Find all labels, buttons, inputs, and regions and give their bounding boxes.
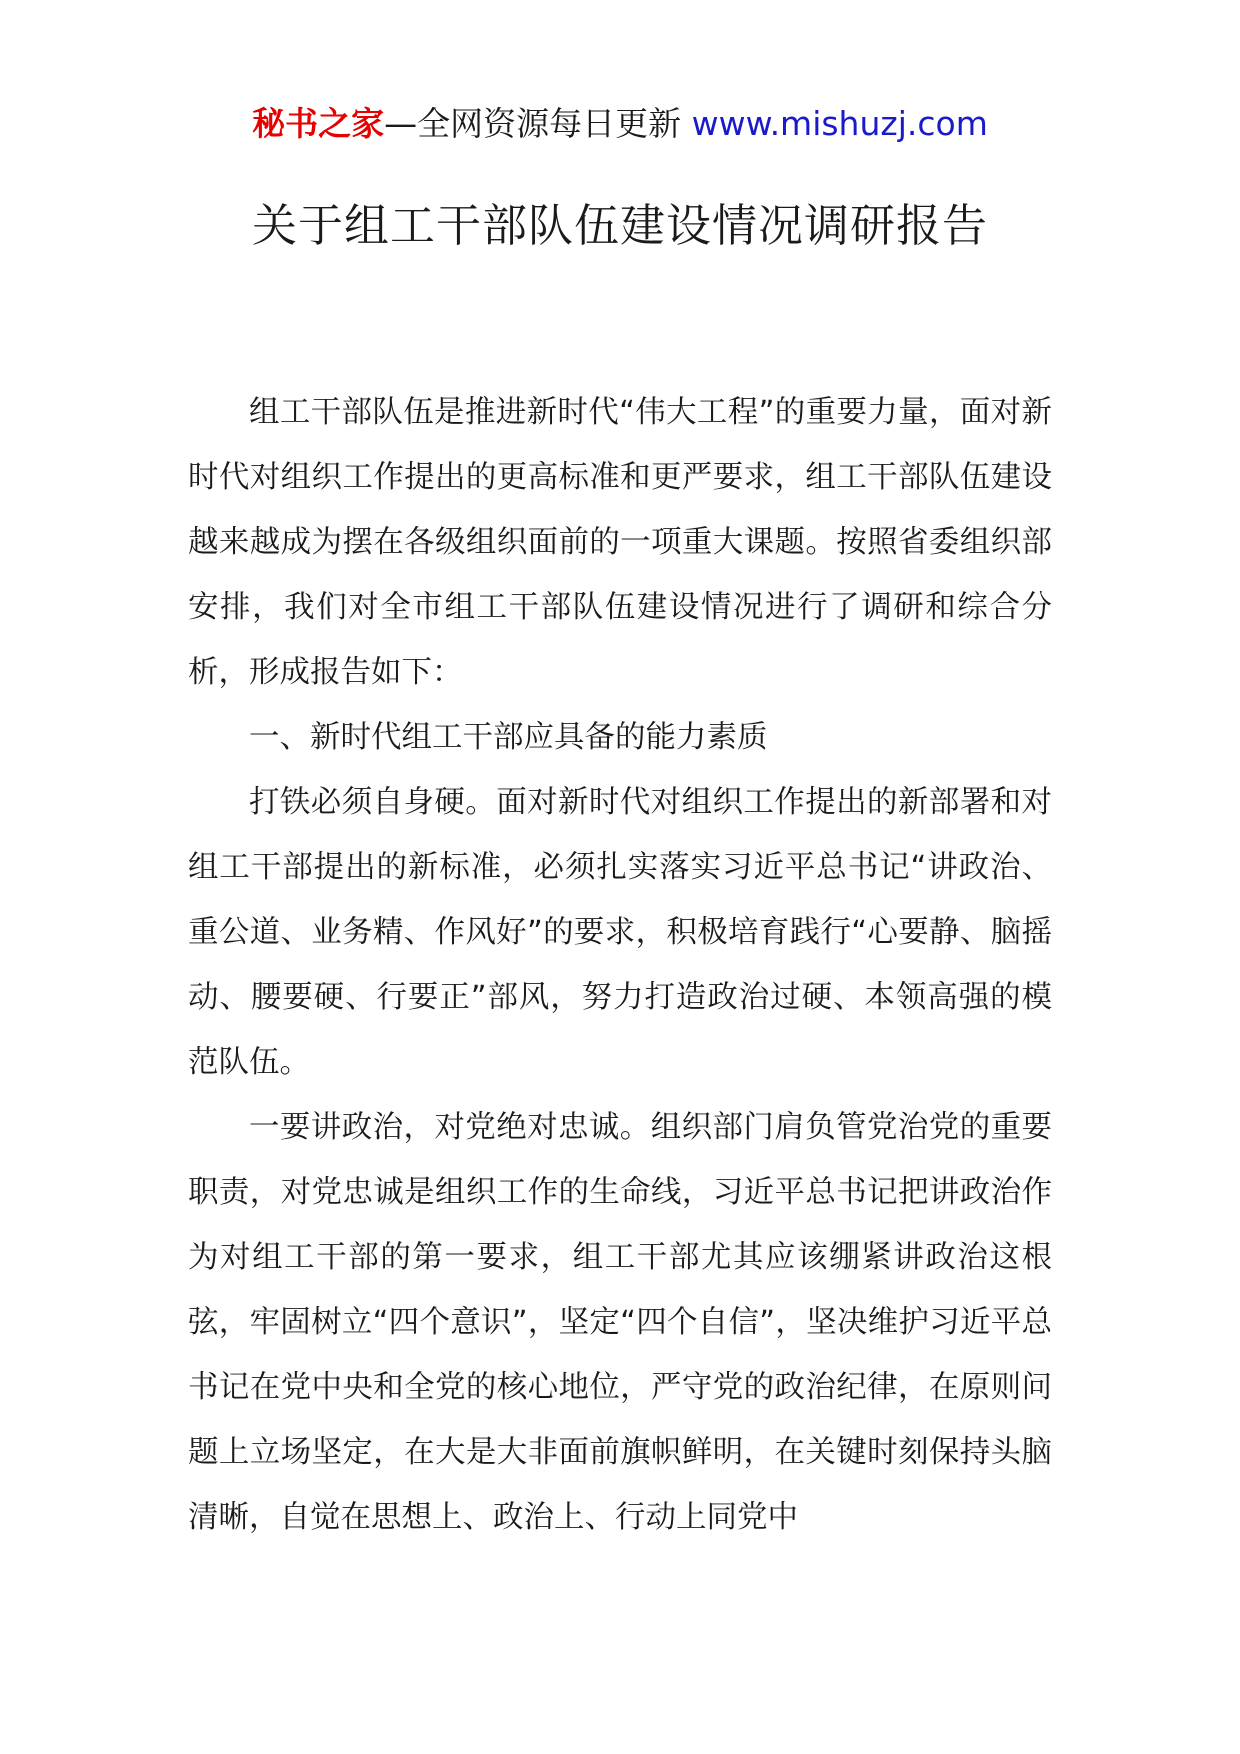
site-url-link[interactable]: www.mishuzj.com [691, 104, 988, 143]
paragraph-1: 打铁必须自身硬。面对新时代对组织工作提出的新部署和对组工干部提出的新标准，必须扎实落实习近平总书记“讲政治、重公道、业务精、作风好”的要求，积极培育践行“心要静、脑摇动、腰要硬、行要正”部风，努力打造政治过硬、本领高强的模范队伍。 [188, 785, 1052, 1080]
paragraph-2: 一要讲政治，对党绝对忠诚。组织部门肩负管党治党的重要职责，对党忠诚是组织工作的生命线，习近平总书记把讲政治作为对组工干部的第一要求，组工干部尤其应该绷紧讲政治这根弦，牢固树立“四个意识”，坚定“四个自信”，坚决维护习近平总书记在党中央和全党的核心地位，严守党的政治纪律，在原则问题上立场坚定，在大是大非面前旗帜鲜明，在关键时刻保持头脑清晰，自觉在思想上、政治上、行动上同党中 [188, 1110, 1052, 1535]
paragraph-intro: 组工干部队伍是推进新时代“伟大工程”的重要力量，面对新时代对组织工作提出的更高标准和更严要求，组工干部队伍建设越来越成为摆在各级组织面前的一项重大课题。按照省委组织部安排，我们对全市组工干部队伍建设情况进行了调研和综合分析，形成报告如下： [188, 395, 1052, 690]
document-body [188, 380, 1052, 1550]
document-title: 关于组工干部队伍建设情况调研报告 [251, 199, 988, 252]
site-header [0, 102, 1240, 146]
header-slogan: —全网资源每日更新 [384, 104, 682, 143]
brand-name: 秘书之家 [252, 104, 385, 143]
section-heading-1: 一、新时代组工干部应具备的能力素质 [249, 720, 768, 755]
